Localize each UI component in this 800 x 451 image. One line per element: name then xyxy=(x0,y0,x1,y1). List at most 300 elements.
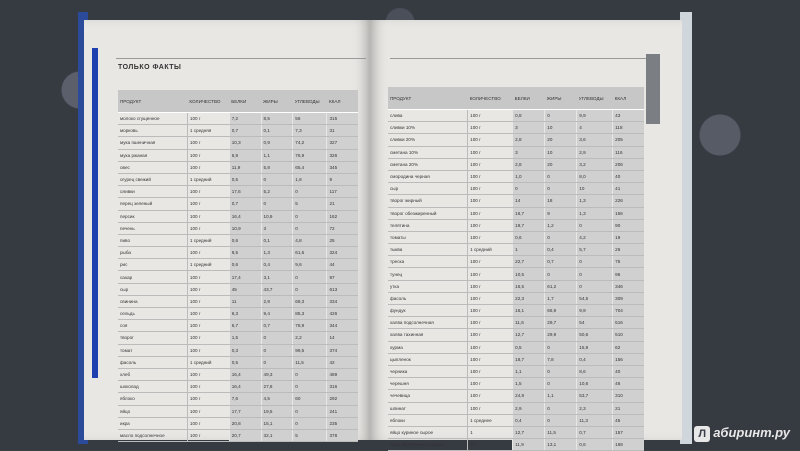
table-row xyxy=(388,305,644,317)
value-cell: 4,2 xyxy=(577,231,613,243)
value-cell: 18 xyxy=(545,195,577,207)
product-cell: тыква xyxy=(388,244,468,256)
value-cell: 2,9 xyxy=(513,402,545,414)
value-cell: 315 xyxy=(327,113,358,125)
table-row xyxy=(388,414,644,426)
value-cell: 40 xyxy=(613,365,644,377)
labirint-logo-icon: Л xyxy=(694,426,710,442)
value-cell: 10 xyxy=(545,122,577,134)
value-cell: 9,9 xyxy=(577,110,613,122)
table-row xyxy=(118,247,358,259)
quantity-cell: 100 г xyxy=(187,113,229,125)
value-cell: 0 xyxy=(293,405,327,417)
quantity-cell: 100 г xyxy=(468,122,513,134)
value-cell: 16,4 xyxy=(229,210,261,222)
quantity-cell: 100 г xyxy=(468,353,513,365)
table-row xyxy=(118,173,358,185)
product-cell: халва подсолнечная xyxy=(388,317,468,329)
table-row xyxy=(118,137,358,149)
product-cell: слива xyxy=(388,110,468,122)
value-cell: 0,4 xyxy=(513,414,545,426)
value-cell: 50,6 xyxy=(577,329,613,341)
product-cell: морковь xyxy=(118,125,187,137)
column-header: УГЛЕВОДЫ xyxy=(577,87,613,110)
value-cell: 7,6 xyxy=(229,393,261,405)
value-cell: 16,4 xyxy=(229,381,261,393)
value-cell: 241 xyxy=(327,405,358,417)
value-cell: 12,7 xyxy=(513,329,545,341)
value-cell: 0,5 xyxy=(513,341,545,353)
table-row xyxy=(388,231,644,243)
table-row xyxy=(118,381,358,393)
value-cell: 78,9 xyxy=(293,320,327,332)
product-cell: творог xyxy=(118,332,187,344)
column-header: КОЛИЧЕСТВО xyxy=(187,90,229,113)
quantity-cell: 100 г xyxy=(187,417,229,429)
product-cell: соя xyxy=(118,320,187,332)
value-cell: 1,5 xyxy=(229,332,261,344)
value-cell: 5 xyxy=(293,198,327,210)
table-row xyxy=(118,186,358,198)
value-cell: 156 xyxy=(613,207,644,219)
quantity-cell: 100 г xyxy=(468,219,513,231)
value-cell: 426 xyxy=(327,308,358,320)
value-cell: 17,6 xyxy=(229,186,261,198)
value-cell: 0,6 xyxy=(229,259,261,271)
value-cell: 9 xyxy=(327,173,358,185)
value-cell: 3,2 xyxy=(577,158,613,170)
value-cell: 96 xyxy=(613,268,644,280)
value-cell: 0 xyxy=(261,356,293,368)
product-cell: творог обезжиренный xyxy=(388,207,468,219)
value-cell: 85,3 xyxy=(293,308,327,320)
value-cell: 345 xyxy=(327,161,358,173)
quantity-cell: 100 г xyxy=(187,320,229,332)
table-row xyxy=(388,426,644,438)
value-cell: 5,2 xyxy=(261,186,293,198)
quantity-cell: 100 г xyxy=(468,146,513,158)
product-cell: сливки 20% xyxy=(388,134,468,146)
value-cell: 235 xyxy=(327,417,358,429)
value-cell: 1,3 xyxy=(261,247,293,259)
value-cell: 0,7 xyxy=(229,125,261,137)
value-cell: 324 xyxy=(327,247,358,259)
value-cell: 0,6 xyxy=(229,234,261,246)
table-row xyxy=(388,110,644,122)
value-cell: 66,9 xyxy=(545,305,577,317)
value-cell: 9,9 xyxy=(577,305,613,317)
value-cell: 168 xyxy=(613,439,644,451)
value-cell: 1,0 xyxy=(513,170,545,182)
value-cell: 62 xyxy=(613,341,644,353)
value-cell: 21 xyxy=(613,402,644,414)
value-cell: 14 xyxy=(513,195,545,207)
column-header: УГЛЕВОДЫ xyxy=(293,90,327,113)
value-cell: 206 xyxy=(613,158,644,170)
table-row xyxy=(388,256,644,268)
quantity-cell: 100 г xyxy=(468,292,513,304)
table-row xyxy=(388,353,644,365)
value-cell: 41 xyxy=(613,183,644,195)
value-cell: 16,1 xyxy=(513,305,545,317)
product-cell: сахар xyxy=(118,271,187,283)
value-cell: 19 xyxy=(613,231,644,243)
quantity-cell: 100 г xyxy=(187,405,229,417)
value-cell: 9 xyxy=(545,207,577,219)
value-cell: 17,4 xyxy=(229,271,261,283)
product-cell: мука ржаная xyxy=(118,149,187,161)
table-row xyxy=(118,429,358,441)
value-cell: 61,6 xyxy=(293,247,327,259)
value-cell: 10,5 xyxy=(513,268,545,280)
value-cell: 346 xyxy=(613,280,644,292)
column-header: КОЛИЧЕСТВО xyxy=(468,87,513,110)
product-cell: хлеб xyxy=(118,368,187,380)
value-cell: 0,4 xyxy=(261,259,293,271)
quantity-cell: 100 г xyxy=(468,195,513,207)
value-cell: 0 xyxy=(577,219,613,231)
product-cell: чечевица xyxy=(388,390,468,402)
value-cell: 117 xyxy=(327,186,358,198)
table-row xyxy=(388,158,644,170)
value-cell: 4 xyxy=(577,122,613,134)
value-cell: 69,3 xyxy=(293,295,327,307)
product-cell: яйцо куриное сырое xyxy=(388,426,468,438)
column-header: ПРОДУКТ xyxy=(388,87,468,110)
table-row xyxy=(388,122,644,134)
table-row xyxy=(388,244,644,256)
value-cell: 0 xyxy=(261,198,293,210)
value-cell: 74,2 xyxy=(293,137,327,149)
quantity-cell: 10 xyxy=(468,439,513,451)
table-row xyxy=(118,393,358,405)
value-cell: 2,8 xyxy=(513,158,545,170)
value-cell: 3 xyxy=(513,122,545,134)
value-cell: 0 xyxy=(293,368,327,380)
value-cell: 3,6 xyxy=(577,134,613,146)
product-cell: масло подсолнечное xyxy=(118,429,187,441)
value-cell: 205 xyxy=(613,134,644,146)
right-nutrition-table xyxy=(388,87,644,451)
value-cell: 10,9 xyxy=(261,210,293,222)
product-cell: огурец свежий xyxy=(118,173,187,185)
quantity-cell: 100 г xyxy=(187,368,229,380)
value-cell: 613 xyxy=(327,283,358,295)
quantity-cell: 100 г xyxy=(468,268,513,280)
column-header: БЕЛКИ xyxy=(513,87,545,110)
table-row xyxy=(388,378,644,390)
table-row xyxy=(118,356,358,368)
quantity-cell: 1 средний xyxy=(187,356,229,368)
product-cell: тунец xyxy=(388,268,468,280)
table-row xyxy=(388,268,644,280)
value-cell: 326 xyxy=(327,149,358,161)
table-row xyxy=(118,332,358,344)
column-header: ЖИРЫ xyxy=(261,90,293,113)
value-cell: 10,9 xyxy=(229,222,261,234)
table-row xyxy=(388,207,644,219)
value-cell: 374 xyxy=(327,344,358,356)
value-cell: 0,3 xyxy=(229,344,261,356)
left-nutrition-table xyxy=(118,90,358,442)
table-header-row xyxy=(118,90,358,113)
table-row xyxy=(118,295,358,307)
product-cell: треска xyxy=(388,256,468,268)
quantity-cell: 100 г xyxy=(187,332,229,344)
value-cell: 0 xyxy=(261,344,293,356)
table-row xyxy=(118,161,358,173)
product-cell: фасоль xyxy=(388,292,468,304)
value-cell: 56 xyxy=(293,113,327,125)
value-cell: 7,2 xyxy=(229,113,261,125)
value-cell: 1,5 xyxy=(513,378,545,390)
value-cell: 0,1 xyxy=(261,234,293,246)
value-cell: 10,6 xyxy=(577,378,613,390)
table-row xyxy=(118,405,358,417)
product-cell: томат xyxy=(118,344,187,356)
value-cell: 0,5 xyxy=(229,356,261,368)
value-cell: 5,7 xyxy=(577,244,613,256)
value-cell: 11,9 xyxy=(513,439,545,451)
column-header: ПРОДУКТ xyxy=(118,90,187,113)
table-row xyxy=(388,317,644,329)
value-cell: 53,7 xyxy=(577,390,613,402)
quantity-cell: 100 г xyxy=(187,149,229,161)
quantity-cell: 100 г xyxy=(187,393,229,405)
value-cell: 334 xyxy=(327,295,358,307)
value-cell: 0 xyxy=(577,268,613,280)
value-cell: 9,6 xyxy=(293,259,327,271)
value-cell: 32,1 xyxy=(261,429,293,441)
value-cell: 54,5 xyxy=(577,292,613,304)
product-cell: хурма xyxy=(388,341,468,353)
value-cell: 99,5 xyxy=(293,344,327,356)
value-cell: 0,4 xyxy=(577,353,613,365)
value-cell: 0 xyxy=(545,378,577,390)
value-cell: 1,1 xyxy=(513,365,545,377)
product-cell: яблоки xyxy=(388,414,468,426)
value-cell: 7,8 xyxy=(545,353,577,365)
value-cell: 8,0 xyxy=(577,170,613,182)
value-cell: 0 xyxy=(293,186,327,198)
value-cell: 0,4 xyxy=(545,244,577,256)
table-row xyxy=(388,341,644,353)
value-cell: 25 xyxy=(327,234,358,246)
table-row xyxy=(388,195,644,207)
value-cell: 309 xyxy=(613,292,644,304)
table-row xyxy=(388,439,644,451)
quantity-cell: 100 г xyxy=(468,183,513,195)
value-cell: 0 xyxy=(261,173,293,185)
blue-accent-band xyxy=(92,48,98,378)
table-row xyxy=(118,308,358,320)
value-cell: 327 xyxy=(327,137,358,149)
table-row xyxy=(118,271,358,283)
value-cell: 0 xyxy=(293,210,327,222)
value-cell: 9,4 xyxy=(261,308,293,320)
column-header: ККАЛ xyxy=(327,90,358,113)
value-cell: 16,7 xyxy=(513,207,545,219)
value-cell: 14 xyxy=(327,332,358,344)
quantity-cell: 100 г xyxy=(187,198,229,210)
quantity-cell: 100 г xyxy=(468,256,513,268)
value-cell: 0 xyxy=(293,381,327,393)
value-cell: 18,7 xyxy=(513,353,545,365)
value-cell: 8,6 xyxy=(577,365,613,377)
value-cell: 29,9 xyxy=(545,329,577,341)
value-cell: 0,7 xyxy=(577,426,613,438)
product-cell: пиво xyxy=(118,234,187,246)
value-cell: 43 xyxy=(613,110,644,122)
value-cell: 0 xyxy=(545,183,577,195)
product-cell: цыпленок xyxy=(388,353,468,365)
quantity-cell: 100 г xyxy=(187,247,229,259)
value-cell: 0 xyxy=(545,414,577,426)
value-cell: 1,2 xyxy=(545,219,577,231)
value-cell: 20 xyxy=(545,158,577,170)
value-cell: 54 xyxy=(577,317,613,329)
product-cell: фасоль xyxy=(118,356,187,368)
quantity-cell: 100 г xyxy=(187,283,229,295)
value-cell: 31 xyxy=(327,125,358,137)
page-tab-marker xyxy=(646,54,660,124)
quantity-cell: 100 г xyxy=(187,186,229,198)
product-cell: сметана 20% xyxy=(388,158,468,170)
value-cell: 1,1 xyxy=(261,149,293,161)
value-cell: 20,7 xyxy=(229,429,261,441)
value-cell: 4,8 xyxy=(293,234,327,246)
table-row xyxy=(118,320,358,332)
product-cell: черника xyxy=(388,365,468,377)
table-row xyxy=(118,198,358,210)
quantity-cell: 100 г xyxy=(468,134,513,146)
table-row xyxy=(388,170,644,182)
value-cell: 11,3 xyxy=(577,414,613,426)
table-row xyxy=(388,219,644,231)
section-title: ТОЛЬКО ФАКТЫ xyxy=(118,64,182,71)
value-cell: 11,6 xyxy=(513,317,545,329)
quantity-cell: 1 средний xyxy=(187,173,229,185)
value-cell: 0 xyxy=(293,222,327,234)
quantity-cell: 100 г xyxy=(187,222,229,234)
value-cell: 0,6 xyxy=(513,231,545,243)
table-row xyxy=(388,329,644,341)
value-cell: 0 xyxy=(577,256,613,268)
value-cell: 49,3 xyxy=(261,368,293,380)
product-cell: сыр xyxy=(118,283,187,295)
table-row xyxy=(118,210,358,222)
value-cell: 2,3 xyxy=(577,402,613,414)
product-cell: черешня xyxy=(388,378,468,390)
value-cell: 157 xyxy=(613,426,644,438)
table-row xyxy=(388,183,644,195)
product-cell: шоколад xyxy=(118,381,187,393)
value-cell: 2,9 xyxy=(261,295,293,307)
value-cell: 0,1 xyxy=(261,125,293,137)
value-cell: 4,5 xyxy=(261,393,293,405)
value-cell: 75 xyxy=(613,256,644,268)
value-cell: 510 xyxy=(613,329,644,341)
product-cell: шпинат xyxy=(388,402,468,414)
table-row xyxy=(118,283,358,295)
product-cell: рис xyxy=(118,259,187,271)
column-header: БЕЛКИ xyxy=(229,90,261,113)
value-cell: 27,8 xyxy=(261,381,293,393)
value-cell: 6,7 xyxy=(229,320,261,332)
quantity-cell: 1 xyxy=(468,426,513,438)
value-cell: 20,8 xyxy=(229,417,261,429)
quantity-cell: 100 г xyxy=(468,305,513,317)
value-cell: 9,5 xyxy=(229,247,261,259)
value-cell: 704 xyxy=(613,305,644,317)
value-cell: 0 xyxy=(261,332,293,344)
value-cell: 24,8 xyxy=(513,390,545,402)
product-cell: персик xyxy=(118,210,187,222)
product-cell: яблоко xyxy=(118,393,187,405)
watermark-text: абиринт.ру xyxy=(713,425,790,440)
product-cell: утка xyxy=(388,280,468,292)
quantity-cell: 100 г xyxy=(187,295,229,307)
value-cell: 0,6 xyxy=(577,439,613,451)
value-cell: 17,7 xyxy=(229,405,261,417)
product-cell: томаты xyxy=(388,231,468,243)
value-cell: 76,9 xyxy=(293,149,327,161)
product-cell: фундук xyxy=(388,305,468,317)
table-row xyxy=(388,402,644,414)
value-cell: 116 xyxy=(613,146,644,158)
table-header-row xyxy=(388,87,644,110)
product-cell: яйцо xyxy=(118,405,187,417)
product-cell: свинина xyxy=(118,295,187,307)
value-cell: 10 xyxy=(545,146,577,158)
value-cell: 3,1 xyxy=(261,271,293,283)
value-cell: 0 xyxy=(293,283,327,295)
product-cell: мука пшеничная xyxy=(118,137,187,149)
quantity-cell: 100 г xyxy=(187,137,229,149)
value-cell: 226 xyxy=(613,195,644,207)
value-cell: 11,5 xyxy=(293,356,327,368)
column-header: ККАЛ xyxy=(613,87,644,110)
product-cell: сыр xyxy=(388,183,468,195)
value-cell: 3 xyxy=(261,222,293,234)
value-cell: 8,5 xyxy=(261,113,293,125)
value-cell: 97 xyxy=(327,271,358,283)
value-cell: 0 xyxy=(293,271,327,283)
value-cell: 61,2 xyxy=(545,280,577,292)
value-cell: 2,9 xyxy=(577,146,613,158)
quantity-cell: 100 г xyxy=(187,210,229,222)
value-cell: 10,3 xyxy=(229,137,261,149)
table-row xyxy=(118,222,358,234)
value-cell: 11 xyxy=(229,295,261,307)
value-cell: 11,5 xyxy=(545,426,577,438)
value-cell: 5,8 xyxy=(261,161,293,173)
product-cell: сельдь xyxy=(118,308,187,320)
value-cell: 26 xyxy=(613,244,644,256)
value-cell: 0 xyxy=(513,183,545,195)
table-row xyxy=(118,259,358,271)
table-row xyxy=(118,149,358,161)
value-cell: 0,7 xyxy=(545,256,577,268)
product-cell: телятина xyxy=(388,219,468,231)
product-cell: перец зеленый xyxy=(118,198,187,210)
value-cell: 1,1 xyxy=(545,390,577,402)
quantity-cell: 100 г xyxy=(187,161,229,173)
value-cell: 22,7 xyxy=(513,256,545,268)
product-cell: овес xyxy=(118,161,187,173)
product-cell: сметана 10% xyxy=(388,146,468,158)
value-cell: 21 xyxy=(327,198,358,210)
